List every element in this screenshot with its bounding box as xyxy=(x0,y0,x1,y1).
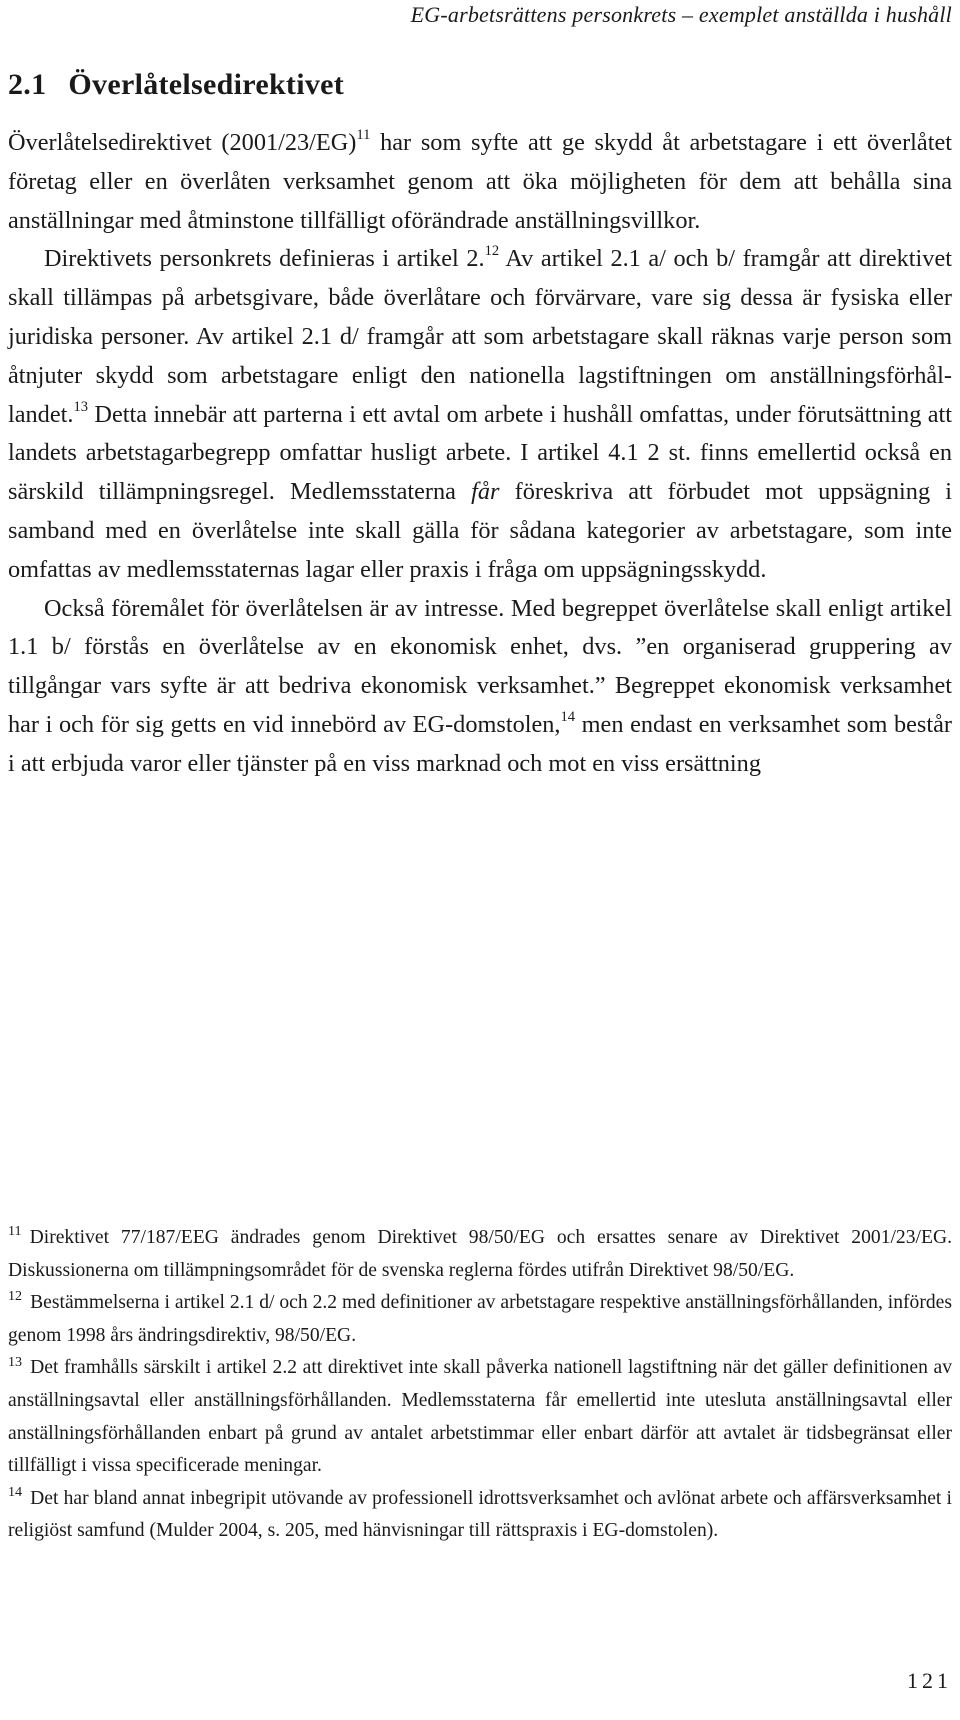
paragraph-text: Av artikel 2.1 a/ och b/ framgår att direktivet skall tillämpas på arbetsgivare, både överlåtare och förvärvare, vare sig dessa är fysiska eller juridiska personer. Av artikel 2.1 d/ framgår att som arbetstagare skall räknas varje person som åtnjuter skydd som arbetstagare enligt den nationella lagstiftningen om anställningsförhållandet. xyxy=(8,245,952,428)
paragraph-text: Överlåtelsedirektivet (2001/23/EG) xyxy=(8,129,357,156)
paragraph-1 xyxy=(8,124,952,240)
footnote-13 xyxy=(8,1352,952,1482)
footnote-ref-13[interactable]: 13 xyxy=(73,398,89,415)
footnote-text: Det framhålls särskilt i artikel 2.2 att direktivet inte skall påverka nationell lagstiftning när det gäller definitionen av anställningsavtal eller anställningsförhållanden. Medlemsstaterna får emellertid inte utesluta anställningsavtal eller anställningsförhållanden enbart på grund av antalet arbetstimmar eller enbart därför att avtalet är tidsbegränsat eller tillfälligt i vissa specificerade meningar. xyxy=(8,1357,952,1477)
footnote-number: 14 xyxy=(8,1484,23,1500)
paragraph-text: Också föremålet för överlåtelsen är av intresse. Med begreppet överlåtelse skall enligt artikel 1.1 b/ förstås en överlåtelse av en ekonomisk enhet, dvs. ”en organiserad gruppering av tillgångar vars syfte är att bedriva ekonomisk verksamhet.” Begreppet ekonomisk verksamhet har i och för sig getts en vid innebörd av EG-domstolen, xyxy=(8,594,952,738)
footnote-12 xyxy=(8,1287,952,1352)
footnote-ref-14[interactable]: 14 xyxy=(560,709,576,726)
paragraph-text: men endast en verksamhet som består i att erbjuda varor eller tjänster på en viss marknad och mot en viss ersättning xyxy=(8,710,952,777)
paragraph-3 xyxy=(8,590,952,784)
footnote-text: Det har bland annat inbegripit utövande av professionell idrottsverksamhet och avlönat arbete och affärsverksamhet i religiöst samfund (Mulder 2004, s. 205, med hänvisningar till rättspraxis i EG-domstolen). xyxy=(8,1487,952,1542)
section-number: 2.1 xyxy=(8,68,47,101)
footnote-14 xyxy=(8,1483,952,1548)
footnote-number: 11 xyxy=(8,1223,22,1240)
emphasized-word: får xyxy=(471,478,500,506)
paragraph-text: Direktivets personkrets definieras i artikel 2. xyxy=(44,245,485,273)
paragraph-text: föreskriva att förbudet mot uppsägning i samband med en överlåtelse inte skall gälla för sådana kategorier av arbetstagare, som inte omfattas av medlemsstaternas lagar eller praxis i fråga om uppsägningsskydd. xyxy=(8,478,952,583)
footnote-number: 13 xyxy=(8,1353,23,1370)
page-number: 121 xyxy=(907,1668,952,1693)
paragraph-text: Detta innebär att parterna i ett avtal om arbete i hushåll omfattas, under förutsättning att landets arbetstagarbegrepp omfattar husligt arbete. I artikel 4.1 2 st. finns emellertid också en särskild tillämpningsregel. Medlemsstaterna xyxy=(8,400,952,506)
paragraph-2 xyxy=(8,240,952,589)
body-text xyxy=(8,124,952,784)
footnote-text: Direktivet 77/187/EEG ändrades genom Direktivet 98/50/EG och ersattes senare av Direktivet 2001/23/EG. Diskussionerna om tillämpningsområdet för de svenska reglerna fördes utifrån Direktivet 98/50/EG. xyxy=(8,1227,952,1281)
section-title: Överlåtelsedirektivet xyxy=(68,68,345,101)
running-header: EG-arbetsrättens personkrets – exemplet anställda i hushåll xyxy=(410,2,952,27)
footnote-ref-12[interactable]: 12 xyxy=(484,243,500,260)
footnote-text: Bestämmelserna i artikel 2.1 d/ och 2.2 med definitioner av arbetstagare respektive anställningsförhållanden, infördes genom 1998 års ändringsdirektiv, 98/50/EG. xyxy=(8,1292,952,1346)
footnote-11 xyxy=(8,1222,952,1287)
section-heading xyxy=(8,68,344,102)
footnote-ref-11[interactable]: 11 xyxy=(356,127,371,144)
footnote-number: 12 xyxy=(8,1288,23,1305)
footnotes xyxy=(8,1222,952,1548)
paragraph-text: har som syfte att ge skydd åt arbetstagare i ett överlåtet företag eller en överlåten verksamhet genom att öka möjligheten för dem att behålla sina anställningar med åtminstone tillfälligt oförändrade anställningsvillkor. xyxy=(8,129,952,234)
